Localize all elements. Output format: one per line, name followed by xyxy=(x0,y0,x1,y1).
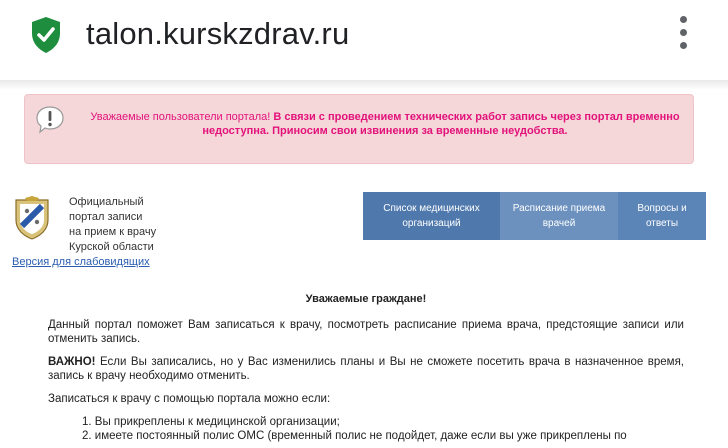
list-item: 2. имеете постоянный полис ОМС (временный полис не подойдет, даже если вы уже прикреплены по xyxy=(82,430,627,442)
intro-paragraph: Данный портал поможет Вам записаться к врачу, посмотреть расписание приема врача, предстоящие записи или отменить запись. xyxy=(48,319,684,345)
speech-bubble-exclamation-icon xyxy=(35,105,65,135)
main-nav xyxy=(363,192,706,240)
low-vision-version-link[interactable]: Версия для слабовидящих xyxy=(12,256,150,268)
conditions-intro: Записаться к врачу с помощью портала можно если: xyxy=(48,393,331,405)
kebab-menu-icon[interactable] xyxy=(672,16,694,56)
portal-title-line: Курской области xyxy=(69,241,154,253)
list-item: 1. Вы прикреплены к медицинской организации; xyxy=(82,416,340,428)
important-label: ВАЖНО! xyxy=(48,356,96,368)
portal-title-line: на прием к врачу xyxy=(69,226,157,238)
conditions-list xyxy=(82,415,684,443)
kursk-coat-of-arms-icon xyxy=(12,196,52,240)
portal-title xyxy=(69,195,209,255)
content-heading: Уважаемые граждане! xyxy=(305,293,427,305)
url-text[interactable]: talon.kurskzdrav.ru xyxy=(86,16,350,51)
maintenance-alert xyxy=(24,94,694,164)
nav-item-organizations[interactable]: Список медицинских организаций xyxy=(363,192,500,240)
portal-title-line: портал записи xyxy=(69,211,143,223)
portal-title-line: Официальный xyxy=(69,196,144,208)
alert-bold-text: В связи с проведением технических работ запись через портал временно недоступна. Приносим свои извинения за временные неудобства. xyxy=(202,111,680,137)
nav-item-schedule[interactable]: Расписание приема врачей xyxy=(500,192,618,240)
shield-check-icon[interactable] xyxy=(30,16,62,54)
main-content xyxy=(48,292,684,443)
alert-intro: Уважаемые пользователи портала! xyxy=(90,111,274,123)
alert-message xyxy=(85,110,685,138)
important-paragraph xyxy=(48,355,684,383)
browser-address-bar xyxy=(0,0,728,80)
nav-item-faq[interactable]: Вопросы и ответы xyxy=(618,192,706,240)
address-bar-shadow xyxy=(0,80,728,90)
important-text: Если Вы записались, но у Вас изменились планы и Вы не сможете посетить врача в назначенное время, запись к врачу необходимо отменить. xyxy=(48,356,684,382)
